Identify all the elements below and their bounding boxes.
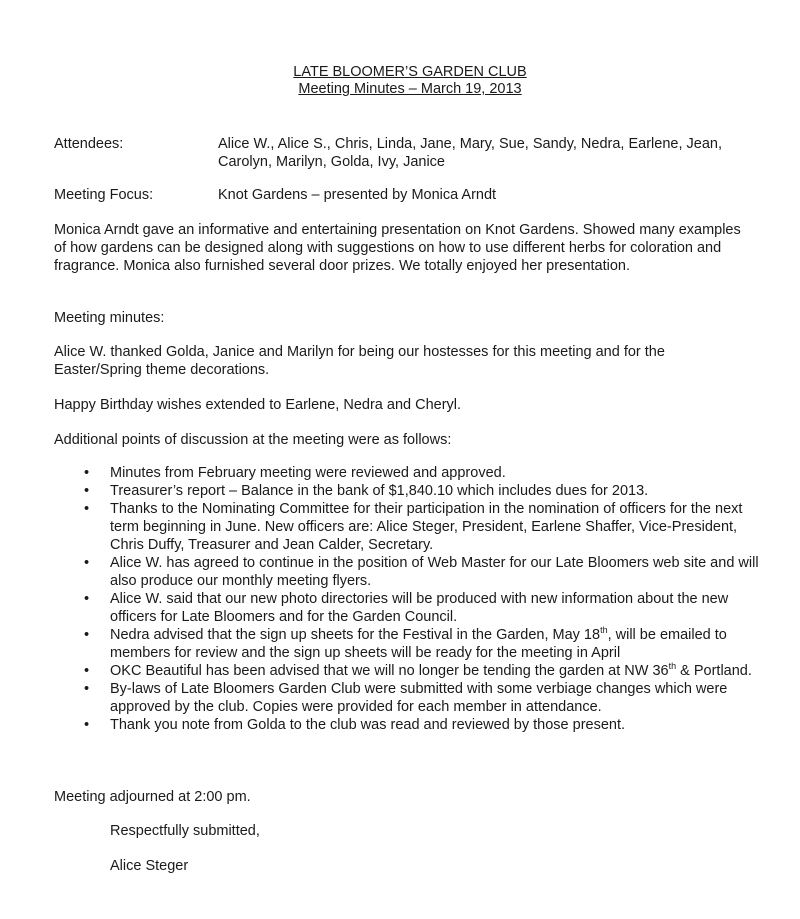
attendees-list: Alice W., Alice S., Chris, Linda, Jane, Mary, Sue, Sandy, Nedra, Earlene, Jean, Carolyn, Marilyn, Golda, Ivy, Janice bbox=[218, 136, 722, 170]
discussion-intro: Additional points of discussion at the meeting were as follows: bbox=[54, 432, 452, 448]
list-item: • Minutes from February meeting were reviewed and approved. bbox=[54, 464, 774, 482]
list-item: • Thanks to the Nominating Committee for their participation in the nomination of officers for the next term beginning in June. New officers are: Alice Steger, President, Earlene Shaffer, Vice-President, Chris Duffy, Treasurer and Jean Calder, Secretary. bbox=[54, 500, 774, 554]
item-text: , will be emailed to members for review and the sign up sheets will be ready for the meeting in April bbox=[110, 627, 727, 661]
attendees-label: Attendees: bbox=[54, 136, 124, 152]
club-name: LATE BLOOMER’S GARDEN CLUB bbox=[293, 64, 527, 80]
item-text: Nedra advised that the sign up sheets for the Festival in the Garden, May 18 bbox=[110, 627, 601, 643]
ordinal-suffix: th bbox=[668, 661, 677, 672]
minutes-heading: Meeting minutes: bbox=[54, 310, 165, 326]
ordinal-suffix: th bbox=[600, 625, 608, 636]
presentation-paragraph: Monica Arndt gave an informative and entertaining presentation on Knot Gardens. Showed many examples of how gardens can be designed along with suggestions on how to use different herbs for coloration and fragrance. Monica also furnished several door prizes. We totally enjoyed her presentation. bbox=[54, 222, 741, 274]
meeting-date-subtitle: Meeting Minutes – March 19, 2013 bbox=[298, 81, 522, 97]
document-title bbox=[0, 64, 800, 98]
signature-name: Alice Steger bbox=[110, 858, 189, 874]
birthday-paragraph: Happy Birthday wishes extended to Earlene, Nedra and Cheryl. bbox=[54, 397, 462, 413]
thanks-paragraph: Alice W. thanked Golda, Janice and Marilyn for being our hostesses for this meeting and for the Easter/Spring theme decorations. bbox=[54, 344, 665, 378]
item-text: & Portland. bbox=[676, 663, 752, 679]
list-item: • Thank you note from Golda to the club was read and reviewed by those present. bbox=[54, 716, 774, 734]
list-item bbox=[54, 662, 774, 680]
list-item: • Alice W. said that our new photo directories will be produced with new information about the new officers for Late Bloomers and for the Garden Council. bbox=[54, 590, 774, 626]
signature-closing: Respectfully submitted, bbox=[110, 823, 260, 839]
list-item: • Treasurer’s report – Balance in the bank of $1,840.10 which includes dues for 2013. bbox=[54, 482, 774, 500]
adjourned-line: Meeting adjourned at 2:00 pm. bbox=[54, 789, 251, 805]
discussion-list bbox=[54, 464, 774, 734]
list-item bbox=[54, 626, 774, 662]
list-item: • By-laws of Late Bloomers Garden Club were submitted with some verbiage changes which were approved by the club. Copies were provided for each member in attendance. bbox=[54, 680, 774, 716]
list-item: • Alice W. has agreed to continue in the position of Web Master for our Late Bloomers web site and will also produce our monthly meeting flyers. bbox=[54, 554, 774, 590]
meeting-focus-value: Knot Gardens – presented by Monica Arndt bbox=[218, 187, 497, 203]
item-text: OKC Beautiful has been advised that we will no longer be tending the garden at NW 36 bbox=[110, 663, 669, 679]
meeting-focus-label: Meeting Focus: bbox=[54, 187, 154, 203]
